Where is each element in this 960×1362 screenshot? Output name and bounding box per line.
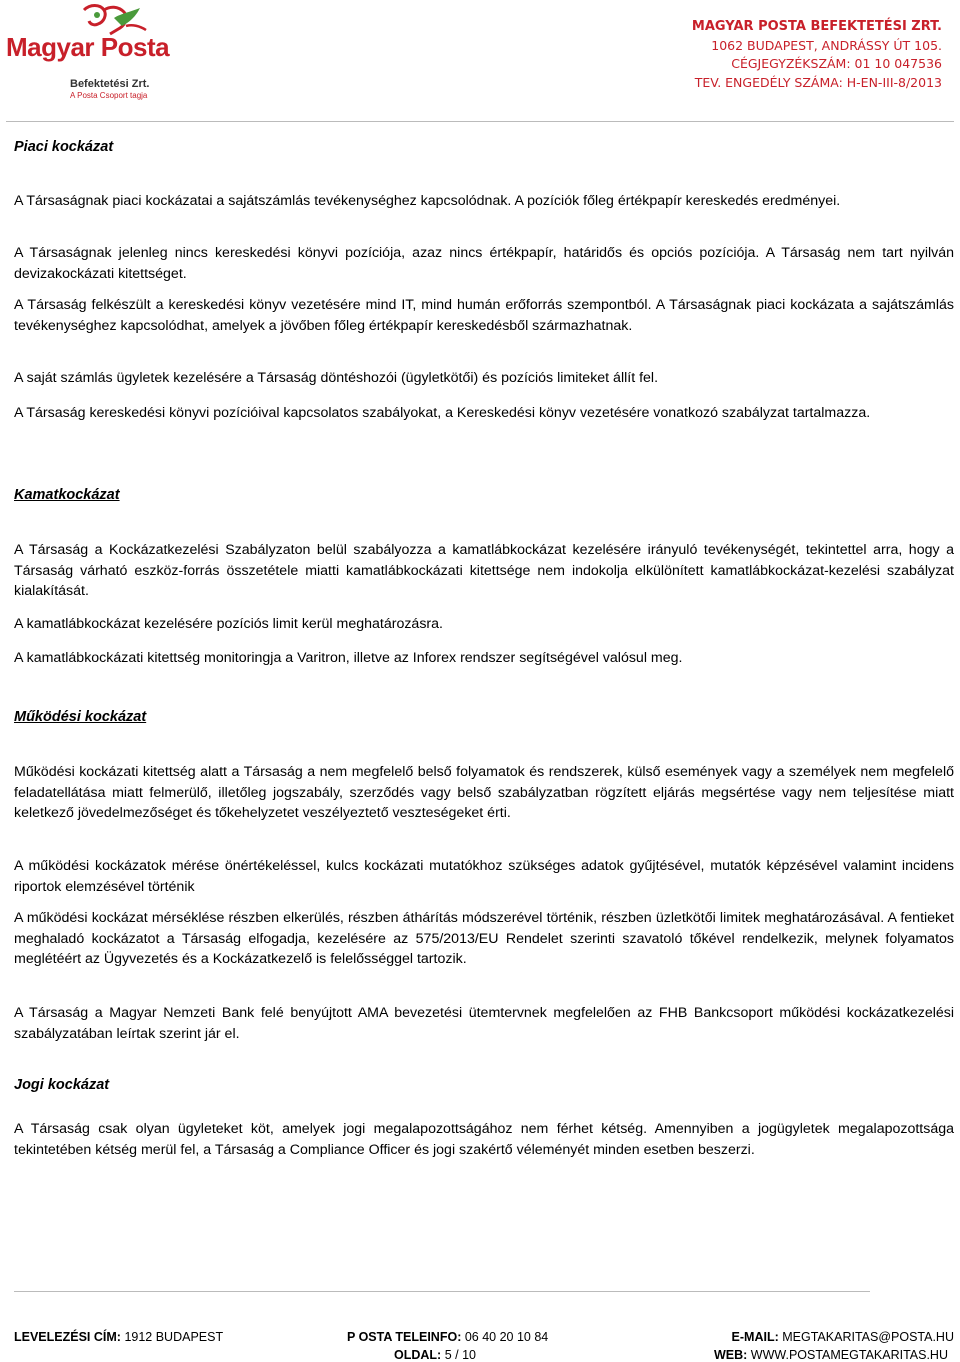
footer-divider [14,1291,870,1292]
footer-email-link[interactable]: MEGTAKARITAS@POSTA.HU [782,1330,954,1344]
footer-value: 06 40 20 10 84 [464,1330,549,1344]
paragraph: A működési kockázat mérséklése részben elkerülés, részben áthárítás módszerével történik, részben üzletkötői limitek meghatározásával. A fentieket meghaladó kockázatot a Társaság elfogadja, kezelésére az 575/2013/EU Rendelet szerinti szavatoló tőkével rendelkezik, melynek folyamatos meglétéért az Ügyvezetés és a Kockázatkezelő is felelősséggel tartozik. [14,910,954,968]
logo-tagline: A Posta Csoport tagja [70,91,148,100]
paragraph: A Társaságnak piaci kockázatai a sajátszámlás tevékenységhez kapcsolódnak. A pozíciók főleg értékpapír kereskedés eredményei. [14,193,841,209]
paragraph: A Társaságnak jelenleg nincs kereskedési könyvi pozíciója, azaz nincs értékpapír, határidős és opciós pozíciója. A Társaság nem tart nyilván devizakockázati kitettséget. [14,245,954,282]
footer-label: LEVELEZÉSI CÍM: [14,1330,121,1344]
paragraph: A saját számlás ügyletek kezelésére a Társaság döntéshozói (ügyletkötői) és pozíciós limiteket állít fel. [14,370,659,386]
paragraph: A kamatlábkockázati kitettség monitoringja a Varitron, illetve az Inforex rendszer segítségével valósul meg. [14,650,683,666]
company-license: TEV. ENGEDÉLY SZÁMA: H-EN-III-8/2013 [694,74,942,90]
paragraph: A kamatlábkockázat kezelésére pozíciós limit kerül meghatározásra. [14,616,443,632]
footer-value: 5 / 10 [444,1348,476,1362]
logo-text: Magyar Posta [6,32,170,62]
footer-label: P OSTA TELEINFO: [347,1330,462,1344]
section-title-piaci: Piaci kockázat [14,139,114,155]
paragraph: A Társaság felkészült a kereskedési könyv vezetésére mind IT, mind humán erőforrás szempontból. A Társaságnak piaci kockázata a sajátszámlás tevékenységhez kapcsolódhat, amelyek a jövőben főleg értékpapír kereskedésből származhatnak. [14,297,954,334]
paragraph: A Társaság a Kockázatkezelési Szabályzaton belül szabályozza a kamatlábkockázat kezelésére irányuló tevékenységét, tekintettel arra, hogy a Társaság várható eszköz-forrás összetétele miatti kamatlábkockázati kitettsége nem indokolja elkülönített kamatlábkockázat-kezelési szabályzat kialakítását. [14,542,954,600]
paragraph: A Társaság a Magyar Nemzeti Bank felé benyújtott AMA bevezetési ütemtervnek megfelelően az FHB Bankcsoport működési kockázatkezelési szabályzatában leírtak szerint jár el. [14,1005,954,1042]
footer-label: OLDAL: [394,1348,442,1362]
footer-web-link[interactable]: WWW.POSTAMEGTAKARITAS.HU [750,1348,948,1362]
company-name: MAGYAR POSTA BEFEKTETÉSI ZRT. [691,19,942,34]
company-info [692,18,942,92]
section-title-kamat: Kamatkockázat [14,487,120,503]
paragraph: Működési kockázati kitettség alatt a Társaság a nem megfelelő belső folyamatok és rendszerek, külső események vagy a személyek nem megfelelő feladatellátása miatt felmerülő, illetőleg jogszabály, szerződés vagy belső szabályzatban rögzített eljárás megsértése vagy nem teljesítése miatt keletkező jövedelmezőséget és tőkehelyzetet veszélyeztető veszteségeket érti. [14,764,954,822]
header-divider [6,121,954,122]
company-address: 1062 BUDAPEST, ANDRÁSSY ÚT 105. [711,37,942,53]
logo-subtitle: Befektetési Zrt. [70,78,150,90]
footer-page-number [394,1346,476,1362]
paragraph: A működési kockázatok mérése önértékeléssel, kulcs kockázati mutatókhoz szükséges adatok gyűjtésével, mutatók képzésével valamint incidens riportok elemzésével történik [14,858,954,895]
paragraph: A Társaság csak olyan ügyleteket köt, amelyek jogi megalapozottságához nem férhet kétség. Amennyiben a jogügyletek megalapozottsága tekintetében kétség merül fel, a Társaság a Compliance Officer és jogi szakértő véleményét minden esetben beszerzi. [14,1121,954,1158]
section-title-mukodesi: Működési kockázat [14,709,147,725]
footer-web[interactable] [714,1346,948,1362]
company-logo [6,4,170,102]
company-registry: CÉGJEGYZÉKSZÁM: 01 10 047536 [731,56,942,71]
footer-value: 1912 BUDAPEST [124,1330,224,1344]
paragraph: A Társaság kereskedési könyvi pozícióival kapcsolatos szabályokat, a Kereskedési könyv vezetésére vonatkozó szabályzat tartalmazza. [14,405,871,421]
footer-mail-address [14,1328,223,1346]
page-header [0,0,960,112]
footer-teleinfo [347,1328,548,1346]
footer-email[interactable] [732,1328,954,1346]
section-title-jogi: Jogi kockázat [14,1077,110,1093]
footer-label: E-MAIL: [731,1330,779,1344]
footer-label: WEB: [713,1348,748,1362]
